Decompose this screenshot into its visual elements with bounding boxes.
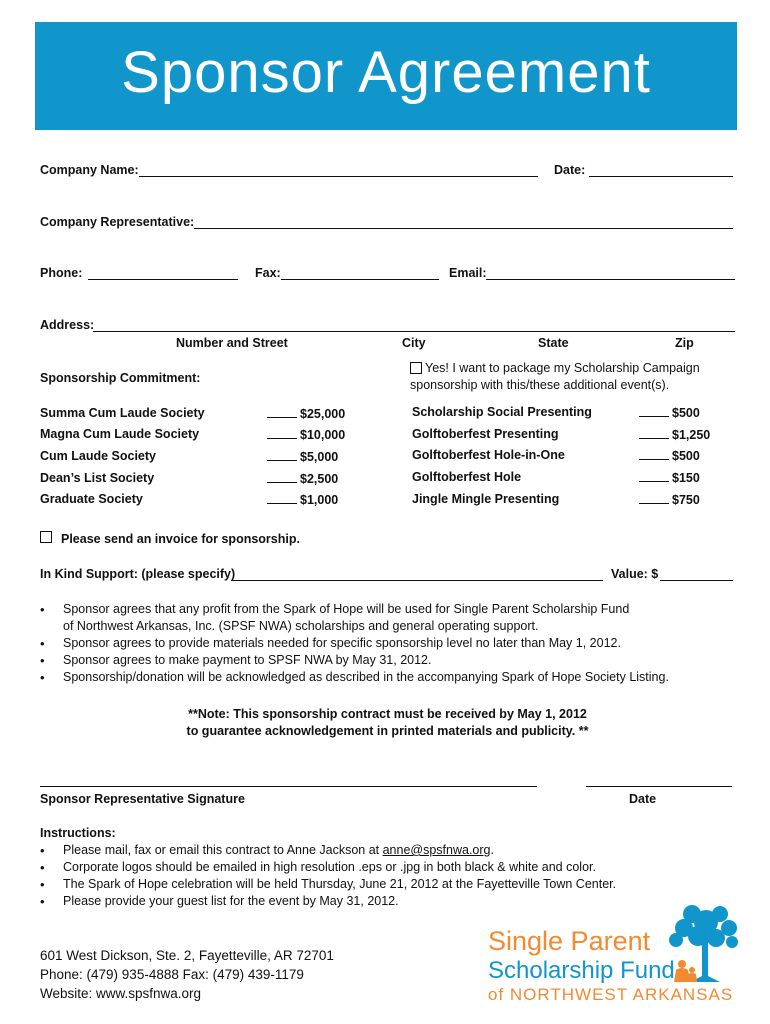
instructions-title: Instructions: [40, 826, 116, 840]
invoice-label: Please send an invoice for sponsorship. [61, 532, 300, 546]
signature-date-label: Date [629, 792, 657, 806]
address-field[interactable] [93, 331, 735, 332]
footer-phone: Phone: (479) 935-4888 Fax: (479) 439-1179 [40, 967, 304, 982]
company-rep-field[interactable] [194, 228, 733, 229]
company-rep-label: Company Representative: [40, 215, 195, 229]
invoice-checkbox[interactable] [40, 531, 52, 543]
term-item: • Sponsorship/donation will be acknowledged as described in the accompanying Spark of Hope Society Listing. [40, 669, 740, 686]
note-line: **Note: This sponsorship contract must be received by May 1, 2012 [188, 707, 587, 721]
level-name: Cum Laude Society [40, 449, 156, 463]
level-name: Dean’s List Society [40, 471, 155, 485]
level-amount[interactable]: $2,500 [267, 472, 338, 486]
address-state-caption: State [538, 336, 569, 350]
company-name-field[interactable] [139, 176, 538, 177]
event-amount[interactable]: $750 [639, 493, 700, 507]
event-amount[interactable]: $500 [639, 449, 700, 463]
address-zip-caption: Zip [675, 336, 694, 350]
contract-note [40, 706, 735, 740]
package-text-line1: Yes! I want to package my Scholarship Campaign [425, 361, 700, 375]
term-item: • Sponsor agrees to make payment to SPSF NWA by May 31, 2012. [40, 652, 740, 669]
term-item: • Sponsor agrees that any profit from the Spark of Hope will be used for Single Parent Scholarship Fund of Northwest Arkansas, Inc. (SPSF NWA) scholarships and general operating support. [40, 601, 740, 635]
level-amount[interactable]: $5,000 [267, 450, 338, 464]
footer-address: 601 West Dickson, Ste. 2, Fayetteville, AR 72701 [40, 948, 334, 963]
package-checkbox[interactable] [410, 362, 422, 374]
phone-label: Phone: [40, 266, 83, 280]
address-label: Address: [40, 318, 95, 332]
level-amount[interactable]: $10,000 [267, 428, 345, 442]
sponsorship-commitment-label: Sponsorship Commitment: [40, 371, 201, 385]
event-name: Golftoberfest Hole-in-One [412, 448, 565, 462]
instruction-item: • Corporate logos should be emailed in high resolution .eps or .jpg in both black & white and color. [40, 859, 740, 876]
instruction-item: • Please mail, fax or email this contract to Anne Jackson at anne@spsfnwa.org. [40, 842, 740, 859]
level-amount[interactable]: $1,000 [267, 493, 338, 507]
event-name: Jingle Mingle Presenting [412, 492, 560, 506]
terms-list [40, 601, 740, 686]
event-amount[interactable]: $150 [639, 471, 700, 485]
term-item: • Sponsor agrees to provide materials needed for specific sponsorship level no later than May 1, 2012. [40, 635, 740, 652]
event-name: Scholarship Social Presenting [412, 405, 592, 419]
fax-field[interactable] [281, 279, 439, 280]
organization-logo [484, 900, 744, 1008]
email-label: Email: [449, 266, 487, 280]
footer-website: Website: www.spsfnwa.org [40, 986, 202, 1001]
signature-label: Sponsor Representative Signature [40, 792, 245, 806]
level-amount[interactable]: $25,000 [267, 407, 345, 421]
event-name: Golftoberfest Hole [412, 470, 522, 484]
event-amount[interactable]: $500 [639, 406, 700, 420]
address-city-caption: City [402, 336, 426, 350]
level-name: Graduate Society [40, 492, 143, 506]
level-name: Magna Cum Laude Society [40, 427, 200, 441]
fax-label: Fax: [255, 266, 281, 280]
page-title: Sponsor Agreement [121, 40, 651, 105]
logo-line2: Scholarship Fund [488, 957, 675, 984]
logo-line3: of NORTHWEST ARKANSAS [488, 985, 734, 1004]
company-name-label: Company Name: [40, 163, 139, 177]
logo-line1: Single Parent [488, 926, 651, 956]
event-amount[interactable]: $1,250 [639, 428, 710, 442]
instruction-item: • Please provide your guest list for the event by May 31, 2012. [40, 893, 740, 910]
date-field[interactable] [589, 176, 733, 177]
footer-contact [40, 946, 334, 1003]
in-kind-field[interactable] [231, 580, 603, 581]
level-name: Summa Cum Laude Society [40, 406, 205, 420]
instruction-item: • The Spark of Hope celebration will be held Thursday, June 21, 2012 at the Fayetteville Town Center. [40, 876, 740, 893]
signature-field[interactable] [40, 786, 537, 787]
email-field[interactable] [486, 279, 735, 280]
phone-field[interactable] [88, 279, 238, 280]
value-field[interactable] [660, 580, 733, 581]
event-name: Golftoberfest Presenting [412, 427, 559, 441]
note-line: to guarantee acknowledgement in printed materials and publicity. ** [186, 724, 589, 738]
in-kind-label: In Kind Support: (please specify) [40, 567, 236, 581]
email-link[interactable]: anne@spsfnwa.org [382, 843, 491, 857]
signature-date-field[interactable] [586, 786, 732, 787]
value-label: Value: $ [611, 567, 659, 581]
date-label: Date: [554, 163, 586, 177]
address-street-caption: Number and Street [176, 336, 288, 350]
package-text-line2: sponsorship with this/these additional event(s). [410, 378, 670, 392]
